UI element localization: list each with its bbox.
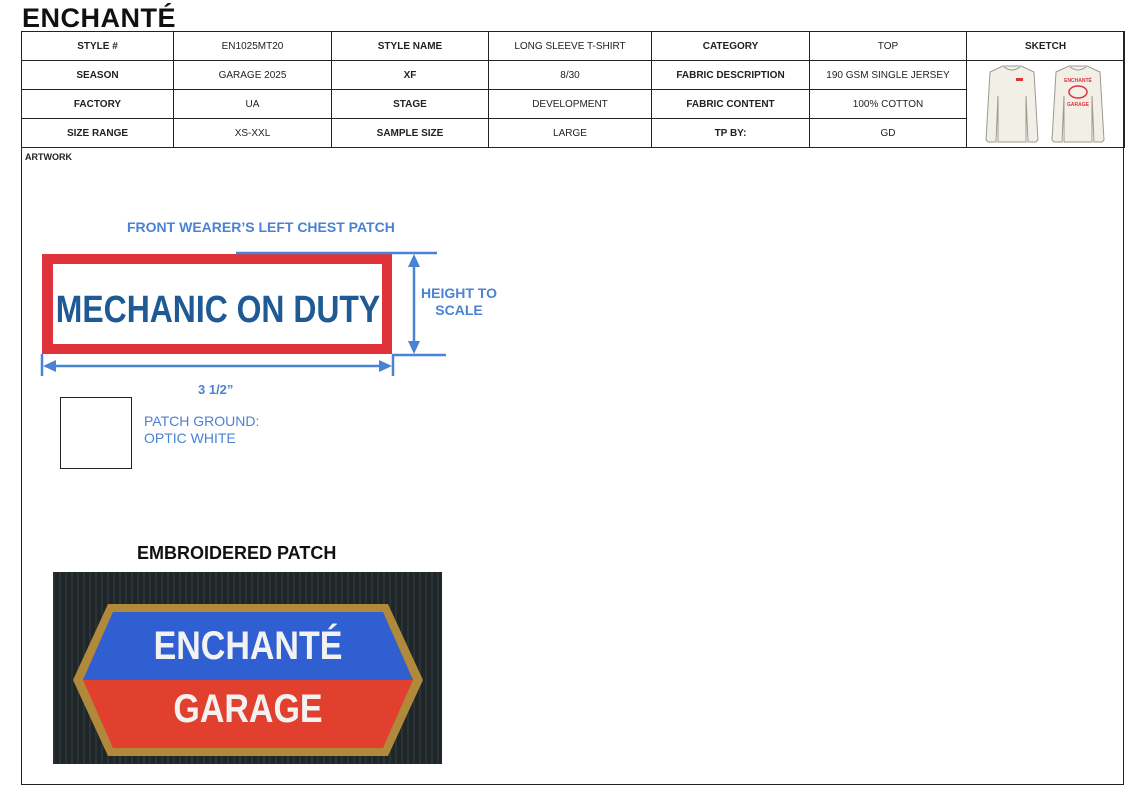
spec-value: UA <box>174 90 332 119</box>
artwork-label: ARTWORK <box>25 152 72 162</box>
spec-value: TOP <box>810 32 967 61</box>
brand-logo: ENCHANTÉ <box>22 3 177 33</box>
spec-value: 190 GSM SINGLE JERSEY <box>810 61 967 90</box>
spec-label: STYLE # <box>22 32 174 61</box>
patch-text: MECHANIC ON DUTY <box>55 288 381 331</box>
spec-label: SKETCH <box>967 32 1125 61</box>
ground-line-2: OPTIC WHITE <box>144 430 236 446</box>
width-dimension-label: 3 1/2” <box>198 382 234 397</box>
spec-value: 8/30 <box>489 61 652 90</box>
spec-value: LONG SLEEVE T-SHIRT <box>489 32 652 61</box>
height-dimension-label <box>420 285 498 319</box>
emb-top-text: ENCHANTÉ <box>153 622 343 668</box>
spec-label: TP BY: <box>652 119 810 148</box>
spec-label: SIZE RANGE <box>22 119 174 148</box>
height-line-1: HEIGHT TO <box>421 285 497 301</box>
height-line-2: SCALE <box>435 302 483 318</box>
spec-label: CATEGORY <box>652 32 810 61</box>
spec-label: SAMPLE SIZE <box>332 119 489 148</box>
ground-line-1: PATCH GROUND: <box>144 413 260 429</box>
patch-ground-note <box>144 413 259 447</box>
patch-ground-swatch <box>60 397 132 469</box>
spec-label: FABRIC DESCRIPTION <box>652 61 810 90</box>
spec-label: XF <box>332 61 489 90</box>
spec-label: STYLE NAME <box>332 32 489 61</box>
spec-label: FABRIC CONTENT <box>652 90 810 119</box>
spec-value: 100% COTTON <box>810 90 967 119</box>
embroidered-patch-photo <box>53 572 442 764</box>
sketch-logo-top: ENCHANTÉ <box>1063 78 1092 84</box>
spec-label: FACTORY <box>22 90 174 119</box>
spec-label: SEASON <box>22 61 174 90</box>
sketch-logo-bottom: GARAGE <box>1066 102 1089 108</box>
spec-value: LARGE <box>489 119 652 148</box>
spec-value: XS-XXL <box>174 119 332 148</box>
spec-value: DEVELOPMENT <box>489 90 652 119</box>
patch-placement-title: FRONT WEARER’S LEFT CHEST PATCH <box>127 219 395 235</box>
spec-value: EN1025MT20 <box>174 32 332 61</box>
spec-value: GARAGE 2025 <box>174 61 332 90</box>
mechanic-patch <box>42 254 392 354</box>
spec-value: GD <box>810 119 967 148</box>
embroidered-patch-title: EMBROIDERED PATCH <box>137 543 337 563</box>
spec-label: STAGE <box>332 90 489 119</box>
emb-bottom-text: GARAGE <box>173 685 323 731</box>
